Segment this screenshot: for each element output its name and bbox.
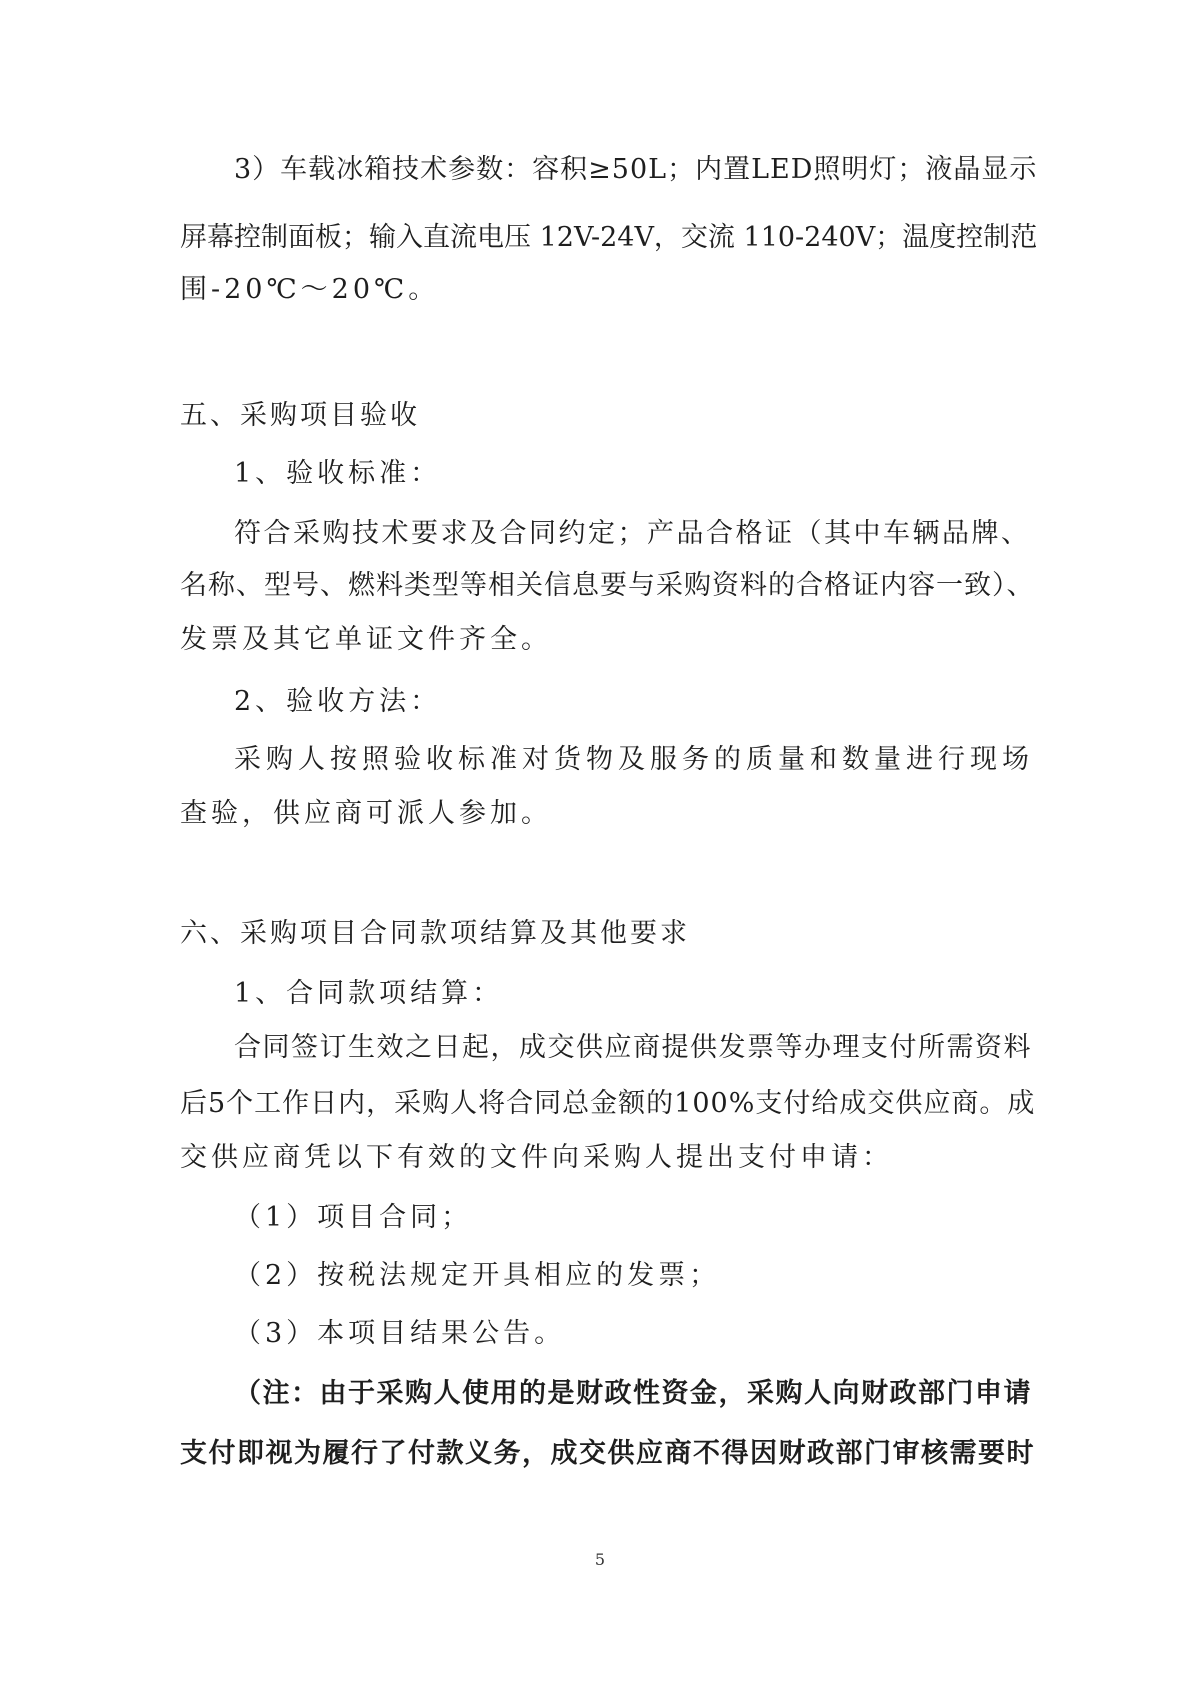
note-line: （注：由于采购人使用的是财政性资金，采购人向财政部门申请 [234,1378,1032,1409]
section-heading-5: 五、采购项目验收 [180,400,420,431]
subheading-acceptance-standard: 1、验收标准： [234,458,442,489]
paragraph-line: 交供应商凭以下有效的文件向采购人提出支付申请： [180,1142,893,1173]
subheading-acceptance-method: 2、验收方法： [234,686,442,717]
section-heading-6: 六、采购项目合同款项结算及其他要求 [180,918,690,949]
spec-line-1: 3）车载冰箱技术参数：容积≥50L；内置LED照明灯；液晶显示 [234,154,1038,185]
paragraph-line: 符合采购技术要求及合同约定；产品合格证（其中车辆品牌、 [234,518,1031,549]
list-item: （1）项目合同； [234,1202,473,1233]
paragraph-line: 名称、型号、燃料类型等相关信息要与采购资料的合格证内容一致）、 [180,570,1035,601]
list-item: （3）本项目结果公告。 [234,1318,566,1349]
spec-line-3: 围-20℃～20℃。 [180,274,440,305]
subheading-payment-settlement: 1、合同款项结算： [234,978,504,1009]
note-line: 支付即视为履行了付款义务，成交供应商不得因财政部门审核需要时 [180,1438,1035,1469]
paragraph-line: 采购人按照验收标准对货物及服务的质量和数量进行现场 [234,744,1034,775]
page-number: 5 [594,1550,606,1569]
paragraph-line: 发票及其它单证文件齐全。 [180,624,552,655]
list-item: （2）按税法规定开具相应的发票； [234,1260,721,1291]
paragraph-line: 合同签订生效之日起，成交供应商提供发票等办理支付所需资料 [234,1032,1032,1063]
spec-line-2: 屏幕控制面板；输入直流电压 12V-24V，交流 110-240V；温度控制范 [180,222,1038,253]
paragraph-line: 后5个工作日内，采购人将合同总金额的100%支付给成交供应商。成 [180,1088,1036,1119]
paragraph-line: 查验，供应商可派人参加。 [180,798,552,829]
